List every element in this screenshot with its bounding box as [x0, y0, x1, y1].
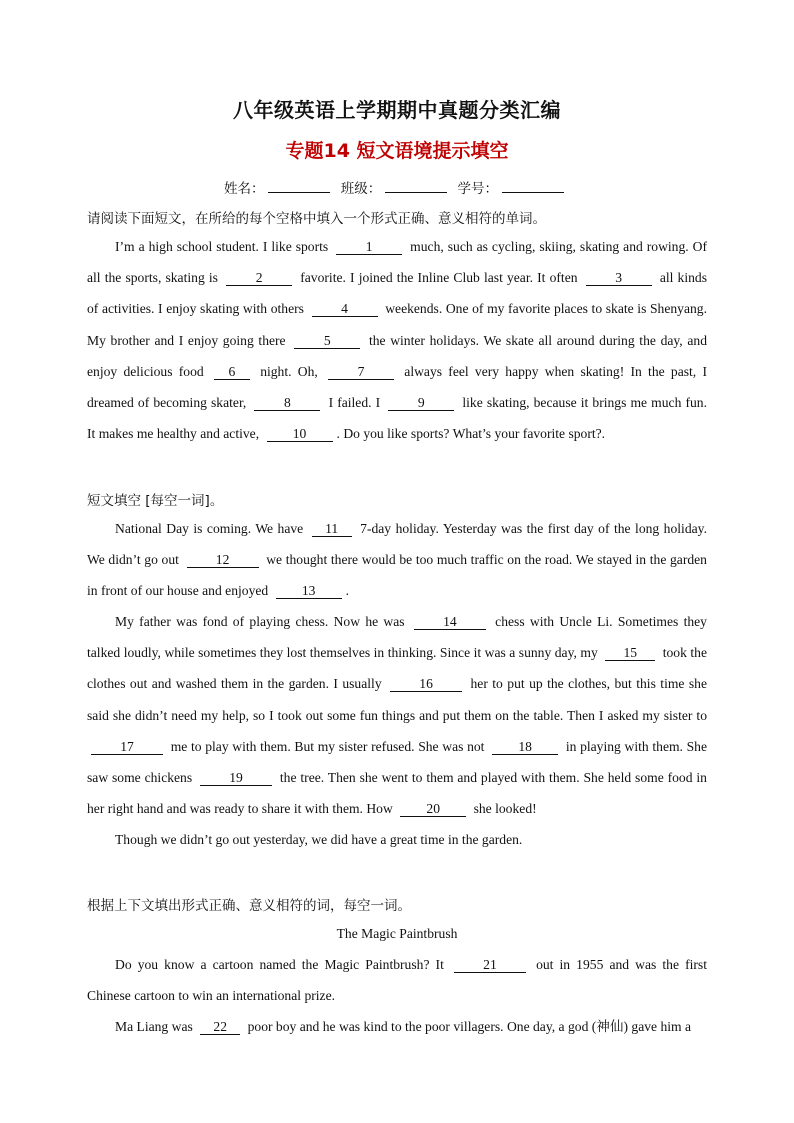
id-field[interactable]: [502, 179, 564, 193]
page-title: 八年级英语上学期期中真题分类汇编: [233, 98, 561, 122]
passage-text: weekends. One of my favorite places to skate is Shenyang. My brother and I enjoy going there: [87, 301, 708, 348]
blank-17[interactable]: 17: [91, 740, 163, 755]
passage-text: Do you know a cartoon named the Magic Paintbrush? It: [115, 957, 444, 972]
blank-8[interactable]: 8: [254, 396, 320, 411]
passage-text: out in 1955 and was the first Chinese cartoon to win an international prize.: [87, 957, 707, 1004]
passage-text: .: [345, 583, 350, 599]
student-info-row: [0, 177, 794, 197]
blank-14[interactable]: 14: [414, 615, 486, 630]
passage-text: National Day is coming. We have: [115, 521, 304, 536]
section3-passage: [87, 949, 707, 1011]
story-title: The Magic Paintbrush: [336, 926, 458, 941]
class-label: 班级：: [340, 181, 382, 197]
blank-4[interactable]: 4: [312, 302, 378, 317]
passage-text: much, such as cycling, skiing, skating and rowing. Of all the sports, skating is: [87, 239, 707, 286]
passage-text: me to play with them. But my sister refused. She was not: [170, 738, 485, 754]
blank-10[interactable]: 10: [267, 427, 333, 442]
blank-16[interactable]: 16: [390, 677, 462, 692]
passage-text: I failed. I: [328, 395, 381, 411]
passage-text: My father was fond of playing chess. Now he was: [115, 614, 405, 629]
blank-7[interactable]: 7: [328, 365, 394, 380]
blank-18[interactable]: 18: [492, 740, 558, 755]
passage-text: her to put up the clothes, but this time she said she didn’t need my help, so I took out some fun things and put them on the table. Then I asked my sister to: [87, 676, 708, 723]
section2-passage: [87, 513, 707, 607]
passage-text: favorite. I joined the Inline Club last year. It often: [300, 270, 578, 286]
blank-20[interactable]: 20: [400, 802, 466, 817]
section3-instruction: 根据上下文填出形式正确、意义相符的词，每空一词。: [87, 898, 411, 914]
passage-text: Though we didn’t go out yesterday, we did have a great time in the garden.: [115, 832, 523, 847]
passage-text: . Do you like sports? What’s your favorite sport?.: [336, 426, 606, 442]
passage-text: like skating, because it brings me much fun. It makes me healthy and active,: [87, 395, 707, 442]
page-subtitle: 专题14 短文语境提示填空: [285, 140, 509, 162]
passage-text: always feel very happy when skating! In the past, I dreamed of becoming skater,: [87, 363, 707, 411]
section2-instruction: 短文填空 [每空一词]。: [87, 493, 224, 509]
passage-text: all kinds of activities. I enjoy skating with others: [87, 270, 707, 317]
section1-passage: [87, 231, 707, 449]
section1-instruction: 请阅读下面短文，在所给的每个空格中填入一个形式正确、意义相符的单词。: [87, 211, 546, 227]
section3-passage-p2: [87, 1011, 707, 1042]
id-label: 学号：: [457, 181, 499, 197]
passage-text: took the clothes out and washed them in the garden. I usually: [87, 645, 707, 692]
blank-12[interactable]: 12: [187, 553, 259, 568]
blank-1[interactable]: 1: [336, 240, 402, 255]
class-field[interactable]: [385, 179, 447, 193]
passage-text: we thought there would be too much traffic on the road. We stayed in the garden in front of our house and enjoyed: [87, 552, 707, 599]
passage-text: the tree. Then she went to them and played with them. She held some food in her right hand and was ready to share it with them. How: [87, 770, 707, 817]
passage-text: in playing with them. She saw some chickens: [87, 738, 708, 786]
blank-19[interactable]: 19: [200, 771, 272, 786]
blank-13[interactable]: 13: [276, 584, 342, 599]
passage-text: she looked!: [473, 801, 537, 817]
passage-text: night. Oh,: [260, 363, 318, 379]
passage-text: the winter holidays. We skate all around during the day, and enjoy delicious food: [87, 332, 707, 379]
blank-2[interactable]: 2: [226, 271, 292, 286]
section2-passage-p3: [87, 824, 707, 855]
passage-text: I’m a high school student. I like sports: [115, 239, 329, 254]
passage-text: Ma Liang was: [115, 1019, 193, 1034]
blank-15[interactable]: 15: [605, 646, 655, 661]
name-label: 姓名：: [223, 181, 265, 197]
blank-21[interactable]: 21: [454, 958, 526, 973]
blank-5[interactable]: 5: [294, 334, 360, 349]
blank-22[interactable]: 22: [200, 1020, 240, 1035]
blank-3[interactable]: 3: [586, 271, 652, 286]
passage-text: 7-day holiday. Yesterday was the first day of the long holiday. We didn’t go out: [87, 521, 707, 568]
passage-text: poor boy and he was kind to the poor villagers. One day, a god (神仙) gave him a: [247, 1019, 692, 1034]
section2-passage-p2: [87, 606, 707, 824]
blank-9[interactable]: 9: [388, 396, 454, 411]
blank-6[interactable]: 6: [214, 365, 250, 380]
name-field[interactable]: [268, 179, 330, 193]
passage-text: chess with Uncle Li. Sometimes they talked loudly, while sometimes they lost themselves in thinking. Since it was a sunny day, my: [87, 614, 707, 661]
blank-11[interactable]: 11: [312, 522, 352, 537]
